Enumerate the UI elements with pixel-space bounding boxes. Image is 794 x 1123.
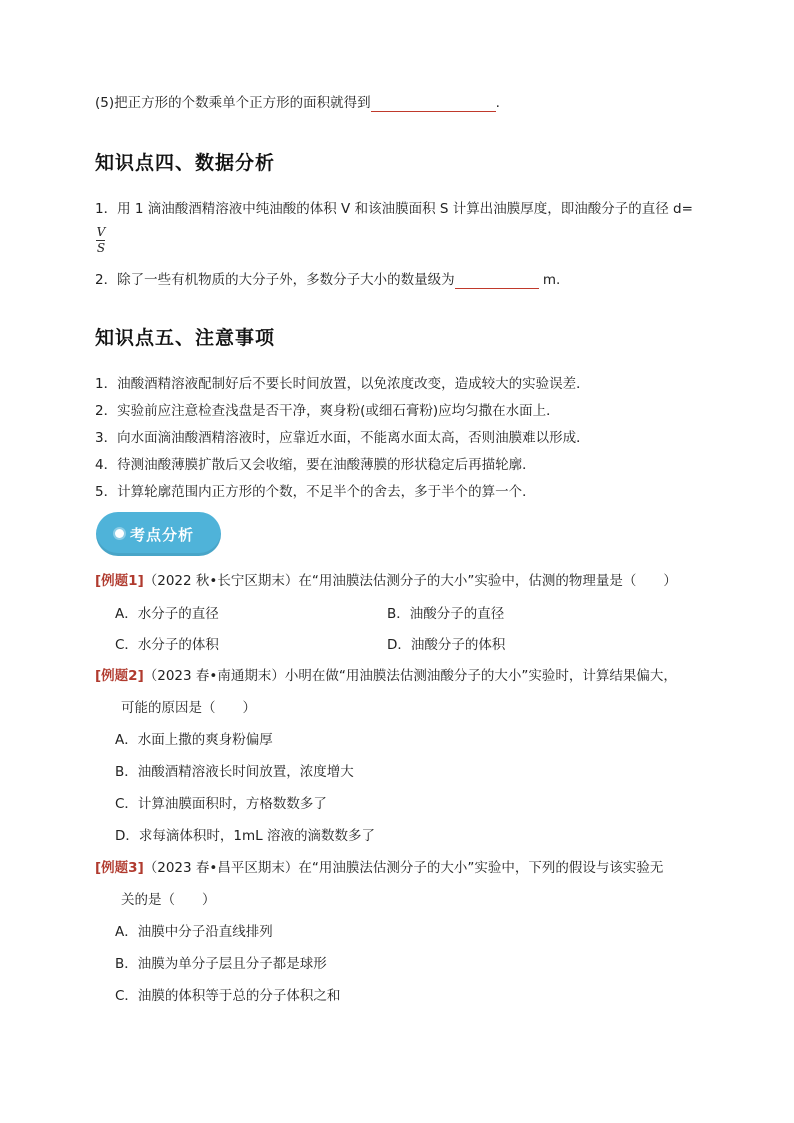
example-tag: [例题2] xyxy=(95,668,144,684)
item-5-text: (5)把正方形的个数乘单个正方形的面积就得到 xyxy=(95,95,371,111)
example-2-stem xyxy=(95,667,677,685)
example-3-stem xyxy=(95,859,663,877)
example-2-stem-continued: 可能的原因是（ ） xyxy=(121,700,256,716)
option-a[interactable]: A．水面上撒的爽身粉偏厚 xyxy=(115,732,273,748)
option-b[interactable]: B．油酸酒精溶液长时间放置，浓度增大 xyxy=(115,764,354,780)
example-1-stem xyxy=(95,572,677,590)
note-item: 3．向水面滴油酸酒精溶液时，应靠近水面，不能离水面太高，否则油膜难以形成． xyxy=(95,430,590,446)
note-item: 4．待测油酸薄膜扩散后又会收缩，要在油酸薄膜的形状稳定后再描轮廓． xyxy=(95,457,536,473)
analysis-badge xyxy=(96,512,221,556)
example-stem-text: （2023 春•昌平区期末）在“用油膜法估测分子的大小”实验中，下列的假设与该实验无 xyxy=(143,860,664,876)
item-5-period: . xyxy=(495,95,500,111)
fraction-v-over-s xyxy=(96,226,106,255)
option-c[interactable]: C．水分子的体积 xyxy=(115,637,219,653)
option-d[interactable]: D．求每滴体积时，1mL 溶液的滴数数多了 xyxy=(115,828,375,844)
option-a[interactable]: A．水分子的直径 xyxy=(115,606,219,622)
item-5-line xyxy=(95,94,500,112)
section4-item-2-text: 2．除了一些有机物质的大分子外，多数分子大小的数量级为 xyxy=(95,272,455,288)
section-heading-5: 知识点五、注意事项 xyxy=(95,327,276,349)
option-b[interactable]: B．油膜为单分子层且分子都是球形 xyxy=(115,956,327,972)
fraction-numerator: V xyxy=(96,225,106,239)
section4-item-2 xyxy=(95,271,560,289)
example-3-stem-continued: 关的是（ ） xyxy=(121,892,216,908)
unit-label: m. xyxy=(542,272,561,288)
fraction-denominator: S xyxy=(96,241,106,255)
option-a[interactable]: A．油膜中分子沿直线排列 xyxy=(115,924,273,940)
bullet-dot-icon xyxy=(115,529,124,538)
answer-blank[interactable] xyxy=(371,97,496,112)
badge-label: 考点分析 xyxy=(130,526,195,544)
section-heading-4: 知识点四、数据分析 xyxy=(95,152,276,174)
section4-item-1: 1．用 1 滴油酸酒精溶液中纯油酸的体积 V 和该油膜面积 S 计算出油膜厚度，即油酸分子的直径 d= xyxy=(95,201,693,217)
example-stem-text: （2023 春•南通期末）小明在做“用油膜法估测油酸分子的大小”实验时，计算结果偏大， xyxy=(143,668,677,684)
option-c[interactable]: C．油膜的体积等于总的分子体积之和 xyxy=(115,988,341,1004)
example-tag: [例题3] xyxy=(95,860,144,876)
option-d[interactable]: D．油酸分子的体积 xyxy=(387,637,506,653)
answer-blank[interactable] xyxy=(455,274,539,289)
example-tag: [例题1] xyxy=(95,573,144,589)
example-stem-text: （2022 秋•长宁区期末）在“用油膜法估测分子的大小”实验中，估测的物理量是（ ） xyxy=(143,573,677,589)
note-item: 1．油酸酒精溶液配制好后不要长时间放置，以免浓度改变，造成较大的实验误差． xyxy=(95,376,590,392)
note-item: 5．计算轮廓范围内正方形的个数，不足半个的舍去，多于半个的算一个． xyxy=(95,484,536,500)
option-b[interactable]: B．油酸分子的直径 xyxy=(387,606,505,622)
option-c[interactable]: C．计算油膜面积时，方格数数多了 xyxy=(115,796,327,812)
note-item: 2．实验前应注意检查浅盘是否干净，爽身粉(或细石膏粉)应均匀撒在水面上． xyxy=(95,403,560,419)
